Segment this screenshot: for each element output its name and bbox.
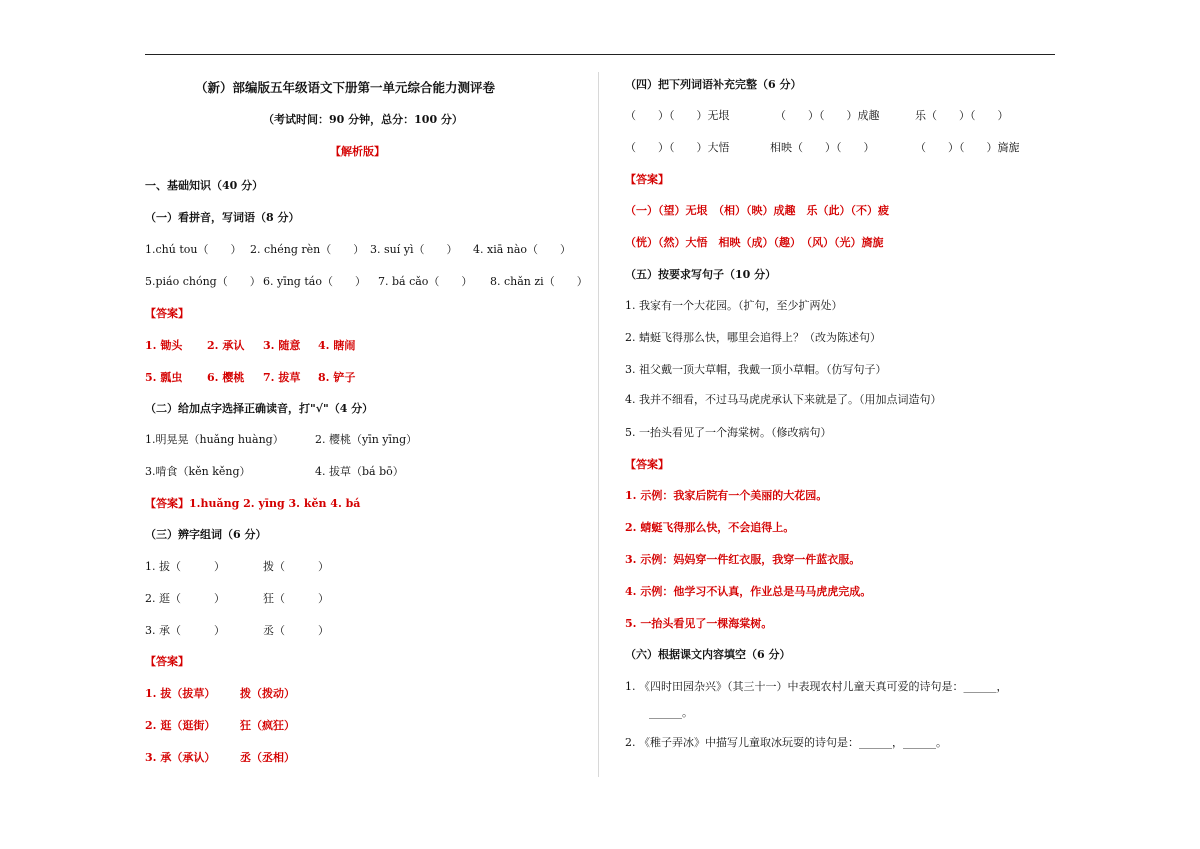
answer-label: 【答案】	[145, 655, 189, 668]
q5-answer: 1. 示例：我家后院有一个美丽的大花园。	[625, 489, 828, 502]
idiom-item: （ ）（ ）大悟	[625, 141, 730, 154]
idiom-item: （ ）（ ）无垠	[625, 109, 730, 122]
q6-item: 1. 《四时田园杂兴》（其三十一）中表现农村儿童天真可爱的诗句是：______，	[625, 680, 1008, 693]
reading-item: 2. 樱桃（yīn yīng）	[315, 433, 418, 446]
q5-item: 1. 我家有一个大花园。（扩句，至少扩两处）	[625, 299, 843, 312]
idiom-item: （ ）（ ）旖旎	[915, 141, 1020, 154]
answer-label: 【答案】	[625, 173, 669, 186]
q5-item4-suffix: 承认下来就是了。（用加点词造句）	[771, 393, 942, 406]
answer-item: 2. 逛（逛街）	[145, 719, 216, 732]
version-tag: 【解析版】	[330, 145, 385, 158]
answer-item: 3. 承（承认）	[145, 751, 216, 764]
q5-answer: 3. 示例：妈妈穿一件红衣服，我穿一件蓝衣服。	[625, 553, 861, 566]
q2-answer	[145, 496, 360, 512]
pinyin-item: 6. yīng táo（ ）	[263, 275, 366, 288]
idiom-item: 相映（ ）（ ）	[770, 141, 875, 154]
char-item: 1. 拔（ ）	[145, 560, 225, 573]
answer-item: 8. 铲子	[318, 371, 356, 384]
answer-item: 拨（拨动）	[240, 687, 295, 700]
answer-item: 5. 瓢虫	[145, 371, 183, 384]
q5-answer: 2. 蜻蜓飞得那么快，不会追得上。	[625, 521, 795, 534]
q5-title: （五）按要求写句子（10 分）	[625, 268, 777, 281]
answer-label: 【答案】	[145, 497, 189, 510]
q5-item	[625, 392, 942, 408]
answer-item: 狂（疯狂）	[240, 719, 295, 732]
answer-item: 1. 锄头	[145, 339, 183, 352]
q6-item-continued: ______。	[649, 706, 693, 719]
q6-title: （六）根据课文内容填空（6 分）	[625, 648, 791, 661]
char-item: 2. 逛（ ）	[145, 592, 225, 605]
q6-item: 2. 《稚子弄冰》中描写儿童取冰玩耍的诗句是：______，______。	[625, 736, 947, 749]
top-rule	[145, 54, 1055, 55]
q5-item: 5. 一抬头看见了一个海棠树。（修改病句）	[625, 426, 832, 439]
pinyin-item: 5.piáo chóng（ ）	[145, 275, 261, 288]
answer-label: 【答案】	[145, 307, 189, 320]
q5-item4-prefix: 4. 我并不细看，不过	[625, 393, 727, 406]
q3-title: （三）辨字组词（6 分）	[145, 528, 267, 541]
pinyin-item: 7. bá cǎo（ ）	[378, 275, 473, 288]
answer-item: 6. 樱桃	[207, 371, 245, 384]
column-divider	[598, 72, 599, 777]
char-item: 拨（ ）	[263, 560, 329, 573]
pinyin-item: 3. suí yì（ ）	[370, 243, 458, 256]
answer-item: 1. 拔（拔草）	[145, 687, 216, 700]
section-title: 一、基础知识（40 分）	[145, 179, 264, 192]
reading-item: 4. 拔草（bá bō）	[315, 465, 404, 478]
answer-item: 7. 拔草	[263, 371, 301, 384]
q5-answer: 4. 示例：他学习不认真，作业总是马马虎虎完成。	[625, 585, 872, 598]
char-item: 丞（ ）	[263, 624, 329, 637]
reading-item: 1.明晃晃（huǎng huàng）	[145, 433, 284, 446]
q4-answer-row2: （恍）（然）大悟 相映（成）（趣） （风）（光）旖旎	[625, 236, 884, 249]
exam-info: （考试时间：90 分钟，总分：100 分）	[263, 113, 463, 126]
char-item: 狂（ ）	[263, 592, 329, 605]
idiom-item: （ ）（ ）成趣	[775, 109, 880, 122]
idiom-item: 乐（ ）（ ）	[915, 109, 1009, 122]
dotted-word: 马马虎虎 · · · ·	[727, 393, 771, 406]
pinyin-item: 1.chú tou（ ）	[145, 243, 242, 256]
q5-item: 3. 祖父戴一顶大草帽，我戴一顶小草帽。（仿写句子）	[625, 363, 887, 376]
q4-title: （四）把下列词语补充完整（6 分）	[625, 78, 802, 91]
pinyin-item: 8. chǎn zi（ ）	[490, 275, 588, 288]
char-item: 3. 承（ ）	[145, 624, 225, 637]
answer-item: 3. 随意	[263, 339, 301, 352]
q5-item: 2. 蜻蜓飞得那么快，哪里会追得上？（改为陈述句）	[625, 331, 881, 344]
answer-label: 【答案】	[625, 458, 669, 471]
q2-title: （二）给加点字选择正确读音，打"√"（4 分）	[145, 402, 374, 415]
page-title: （新）部编版五年级语文下册第一单元综合能力测评卷	[195, 80, 496, 95]
q4-answer-row1: （一）（望）无垠 （相）（映）成趣 乐（此）（不）疲	[625, 204, 889, 217]
pinyin-item: 2. chéng rèn（ ）	[250, 243, 365, 256]
q5-answer: 5. 一抬头看见了一棵海棠树。	[625, 617, 773, 630]
answer-item: 丞（丞相）	[240, 751, 295, 764]
pinyin-item: 4. xiā nào（ ）	[473, 243, 572, 256]
q1-title: （一）看拼音，写词语（8 分）	[145, 211, 300, 224]
answer-item: 2. 承认	[207, 339, 245, 352]
reading-item: 3.啃食（kěn kěng）	[145, 465, 251, 478]
answer-item: 4. 瞎闹	[318, 339, 356, 352]
answer-text: 1.huǎng 2. yīng 3. kěn 4. bá	[189, 497, 361, 510]
